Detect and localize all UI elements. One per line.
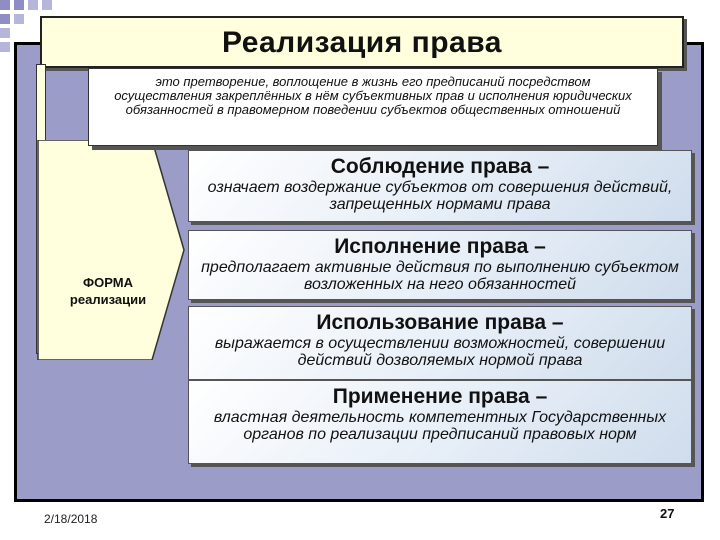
form-description: означает воздержание субъектов от совершения действий, запрещенных нормами права [207,179,673,213]
form-heading: Соблюдение права – [330,155,550,178]
form-arrow-shape [36,140,186,360]
form-box-use [188,306,692,380]
form-box-execution [188,230,692,300]
form-label-line2: реализации [69,292,147,307]
form-description: выражается в осуществлении возможностей, совершении действий дозволяемых нормой права [214,335,666,369]
slide-date: 2/18/2018 [44,512,98,526]
form-heading: Исполнение права – [334,235,546,258]
definition-text: это претворение, воплощение в жизнь его предписаний посредством осуществления закреплённых в нём субъективных прав и исполнения юридических обязанностей в правомерном поведении субъектов общественных отношений [114,74,632,117]
form-label [52,274,164,308]
page-number: 27 [660,506,675,521]
form-heading: Применение права – [332,385,548,408]
form-description: предполагает активные действия по выполнению субъектом возложенных на него обязанностей [201,259,679,293]
form-heading: Использование права – [316,311,564,334]
slide-title: Реализация права [222,26,502,59]
title-box [40,16,684,68]
form-label-line1: ФОРМА [83,275,133,290]
form-box-compliance [188,150,692,222]
form-box-application [188,380,692,464]
form-description: властная деятельность компетентных Государственных органов по реализации предписаний правовых норм [213,409,667,443]
definition-box [88,68,658,146]
